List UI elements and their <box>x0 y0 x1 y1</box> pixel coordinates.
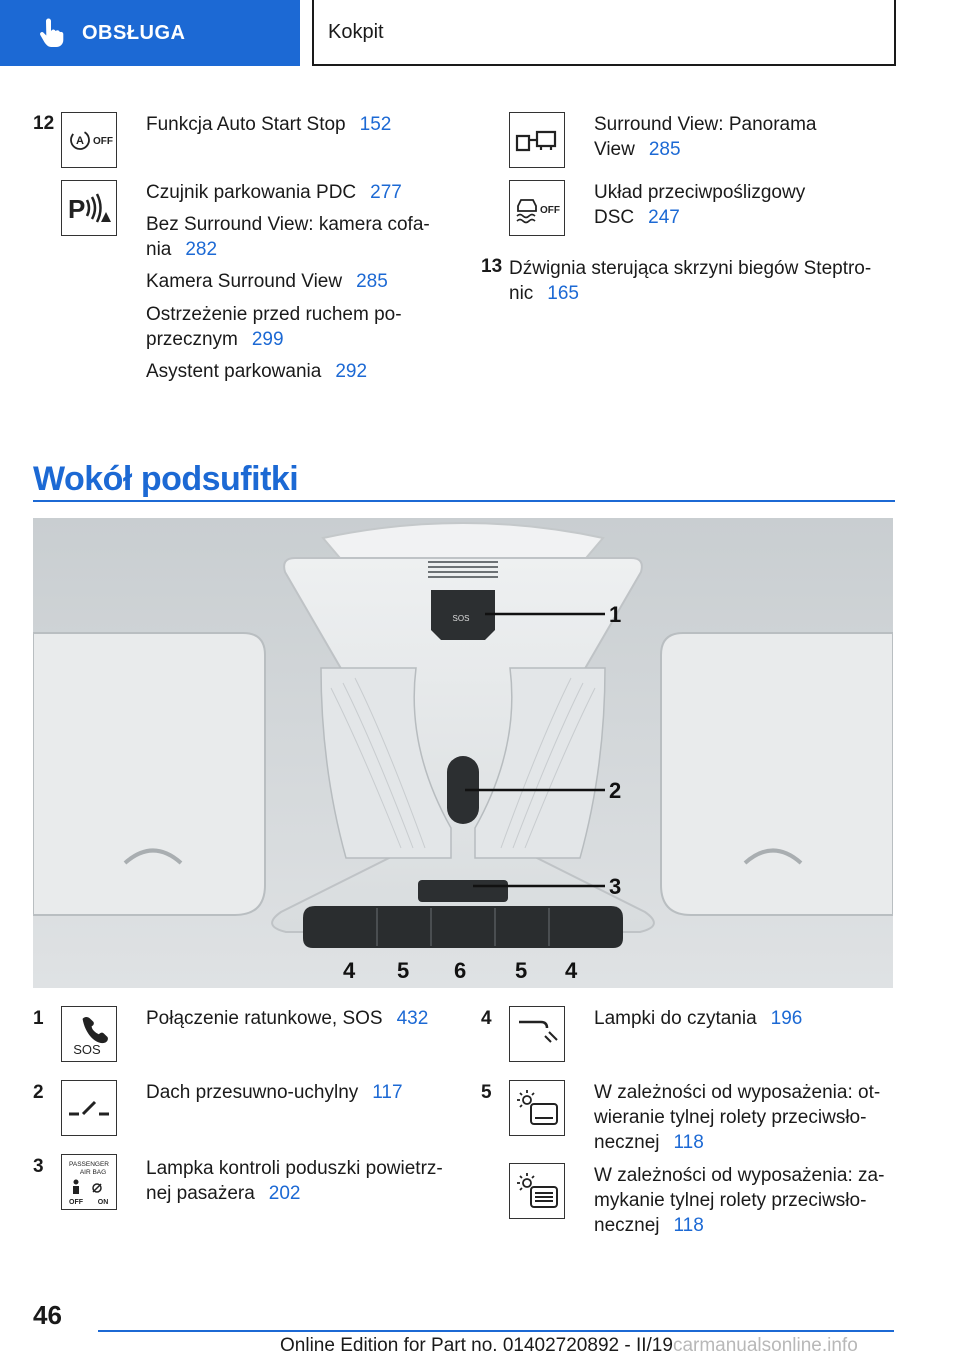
callout-label: 5 <box>515 958 528 983</box>
callout-label: 4 <box>343 958 356 983</box>
svg-text:SOS: SOS <box>73 1042 101 1057</box>
legend-entry-airbag: Lampka kontroli poduszki powietrz- nej pasażera 202 <box>146 1158 443 1204</box>
dsc-off-icon <box>509 180 565 236</box>
chapter-label: OBSŁUGA <box>82 21 186 44</box>
entry-panorama-view: Surround View: Panorama View 285 <box>594 114 817 160</box>
svg-text:OFF: OFF <box>69 1199 83 1206</box>
section-breadcrumb <box>312 0 896 66</box>
legend-entry-sunblind-open: W zależności od wyposażenia: ot- wieranie tylnej rolety przeciwsło- necznej 118 <box>594 1082 881 1153</box>
callout-label: 2 <box>609 778 622 803</box>
page-ref-link[interactable]: 165 <box>547 283 579 304</box>
sos-call-icon <box>61 1006 117 1062</box>
svg-text:OFF: OFF <box>540 205 560 216</box>
passenger-airbag-indicator-icon <box>61 1154 117 1210</box>
item-number: 12 <box>33 113 55 134</box>
page-ref-link[interactable]: 285 <box>356 271 388 292</box>
legend-number: 3 <box>33 1156 44 1177</box>
page-ref-link[interactable]: 285 <box>648 139 681 160</box>
page-ref-link[interactable]: 247 <box>648 207 680 228</box>
svg-text:P: P <box>68 194 86 224</box>
page-ref-link[interactable]: 282 <box>185 239 218 260</box>
legend-entry-sunblind-close: W zależności od wyposażenia: za- mykanie tylnej rolety przeciwsło- necznej 118 <box>594 1165 885 1236</box>
section-title: Wokół podsufitki <box>33 460 299 498</box>
page-ref-link[interactable]: 432 <box>396 1008 429 1029</box>
reading-light-icon <box>509 1006 565 1062</box>
page-ref-link[interactable]: 277 <box>370 182 402 203</box>
entry-steptronic-lever: Dźwignia sterująca skrzyni biegów Steptro- nic 165 <box>509 258 872 304</box>
page-ref-link[interactable]: 118 <box>673 1215 704 1236</box>
svg-text:ON: ON <box>97 1199 109 1206</box>
svg-text:AIR BAG: AIR BAG <box>79 1169 107 1176</box>
page-ref-link[interactable]: 117 <box>372 1082 403 1103</box>
svg-text:SOS: SOS <box>452 614 470 623</box>
svg-text:A: A <box>76 135 84 147</box>
legend-number: 5 <box>481 1082 492 1103</box>
entry-pdc: Czujnik parkowania PDC 277 <box>146 182 402 203</box>
page-ref-link[interactable]: 196 <box>770 1008 803 1029</box>
legend-number: 1 <box>33 1008 44 1029</box>
callout-label: 4 <box>565 958 578 983</box>
entry-auto-start-stop: Funkcja Auto Start Stop 152 <box>146 114 392 135</box>
item-number: 13 <box>481 256 503 277</box>
page-ref-link[interactable]: 152 <box>359 114 392 135</box>
sunblind-open-icon <box>509 1080 565 1136</box>
page-number: 46 <box>33 1300 62 1330</box>
section-label: Kokpit <box>328 20 384 43</box>
sunroof-tilt-icon <box>61 1080 117 1136</box>
footer-divider <box>98 1330 894 1332</box>
watermark: carmanualsonline.info <box>672 1335 858 1356</box>
callout-label: 1 <box>609 602 622 627</box>
entry-rear-camera: Bez Surround View: kamera cofa- nia 282 <box>146 214 430 260</box>
svg-text:OFF: OFF <box>93 136 113 147</box>
entry-cross-traffic: Ostrzeżenie przed ruchem po- przecznym 299 <box>146 304 402 350</box>
svg-text:PASSENGER: PASSENGER <box>69 1161 109 1168</box>
page-ref-link[interactable]: 118 <box>673 1132 704 1153</box>
parking-sensor-icon <box>61 180 117 236</box>
page-ref-link[interactable]: 292 <box>335 361 368 382</box>
hand-pointer-icon <box>38 18 64 48</box>
panorama-view-icon <box>509 112 565 168</box>
page-ref-link[interactable]: 299 <box>251 329 284 350</box>
section-divider <box>33 500 895 502</box>
legend-number: 2 <box>33 1082 44 1103</box>
entry-parking-assistant: Asystent parkowania 292 <box>146 361 368 382</box>
callout-label: 5 <box>397 958 410 983</box>
page-ref-link[interactable]: 202 <box>268 1183 301 1204</box>
legend-number: 4 <box>481 1008 492 1029</box>
legend-entry-sos: Połączenie ratunkowe, SOS 432 <box>146 1008 429 1029</box>
entry-surround-view-camera: Kamera Surround View 285 <box>146 271 388 292</box>
legend-entry-sunroof: Dach przesuwno-uchylny 117 <box>146 1082 403 1103</box>
callout-label: 3 <box>609 874 622 899</box>
headliner-photo <box>33 518 893 988</box>
sunblind-close-icon <box>509 1163 565 1219</box>
chapter-tab[interactable] <box>0 0 300 66</box>
entry-dsc: Układ przeciwpoślizgowy DSC 247 <box>594 182 806 228</box>
callout-label: 6 <box>454 958 467 983</box>
auto-start-stop-off-icon <box>61 112 117 168</box>
footer-edition: Online Edition for Part no. 01402720892 - II/19carmanualsonline.info <box>280 1335 858 1356</box>
legend-entry-reading-lights: Lampki do czytania 196 <box>594 1008 803 1029</box>
